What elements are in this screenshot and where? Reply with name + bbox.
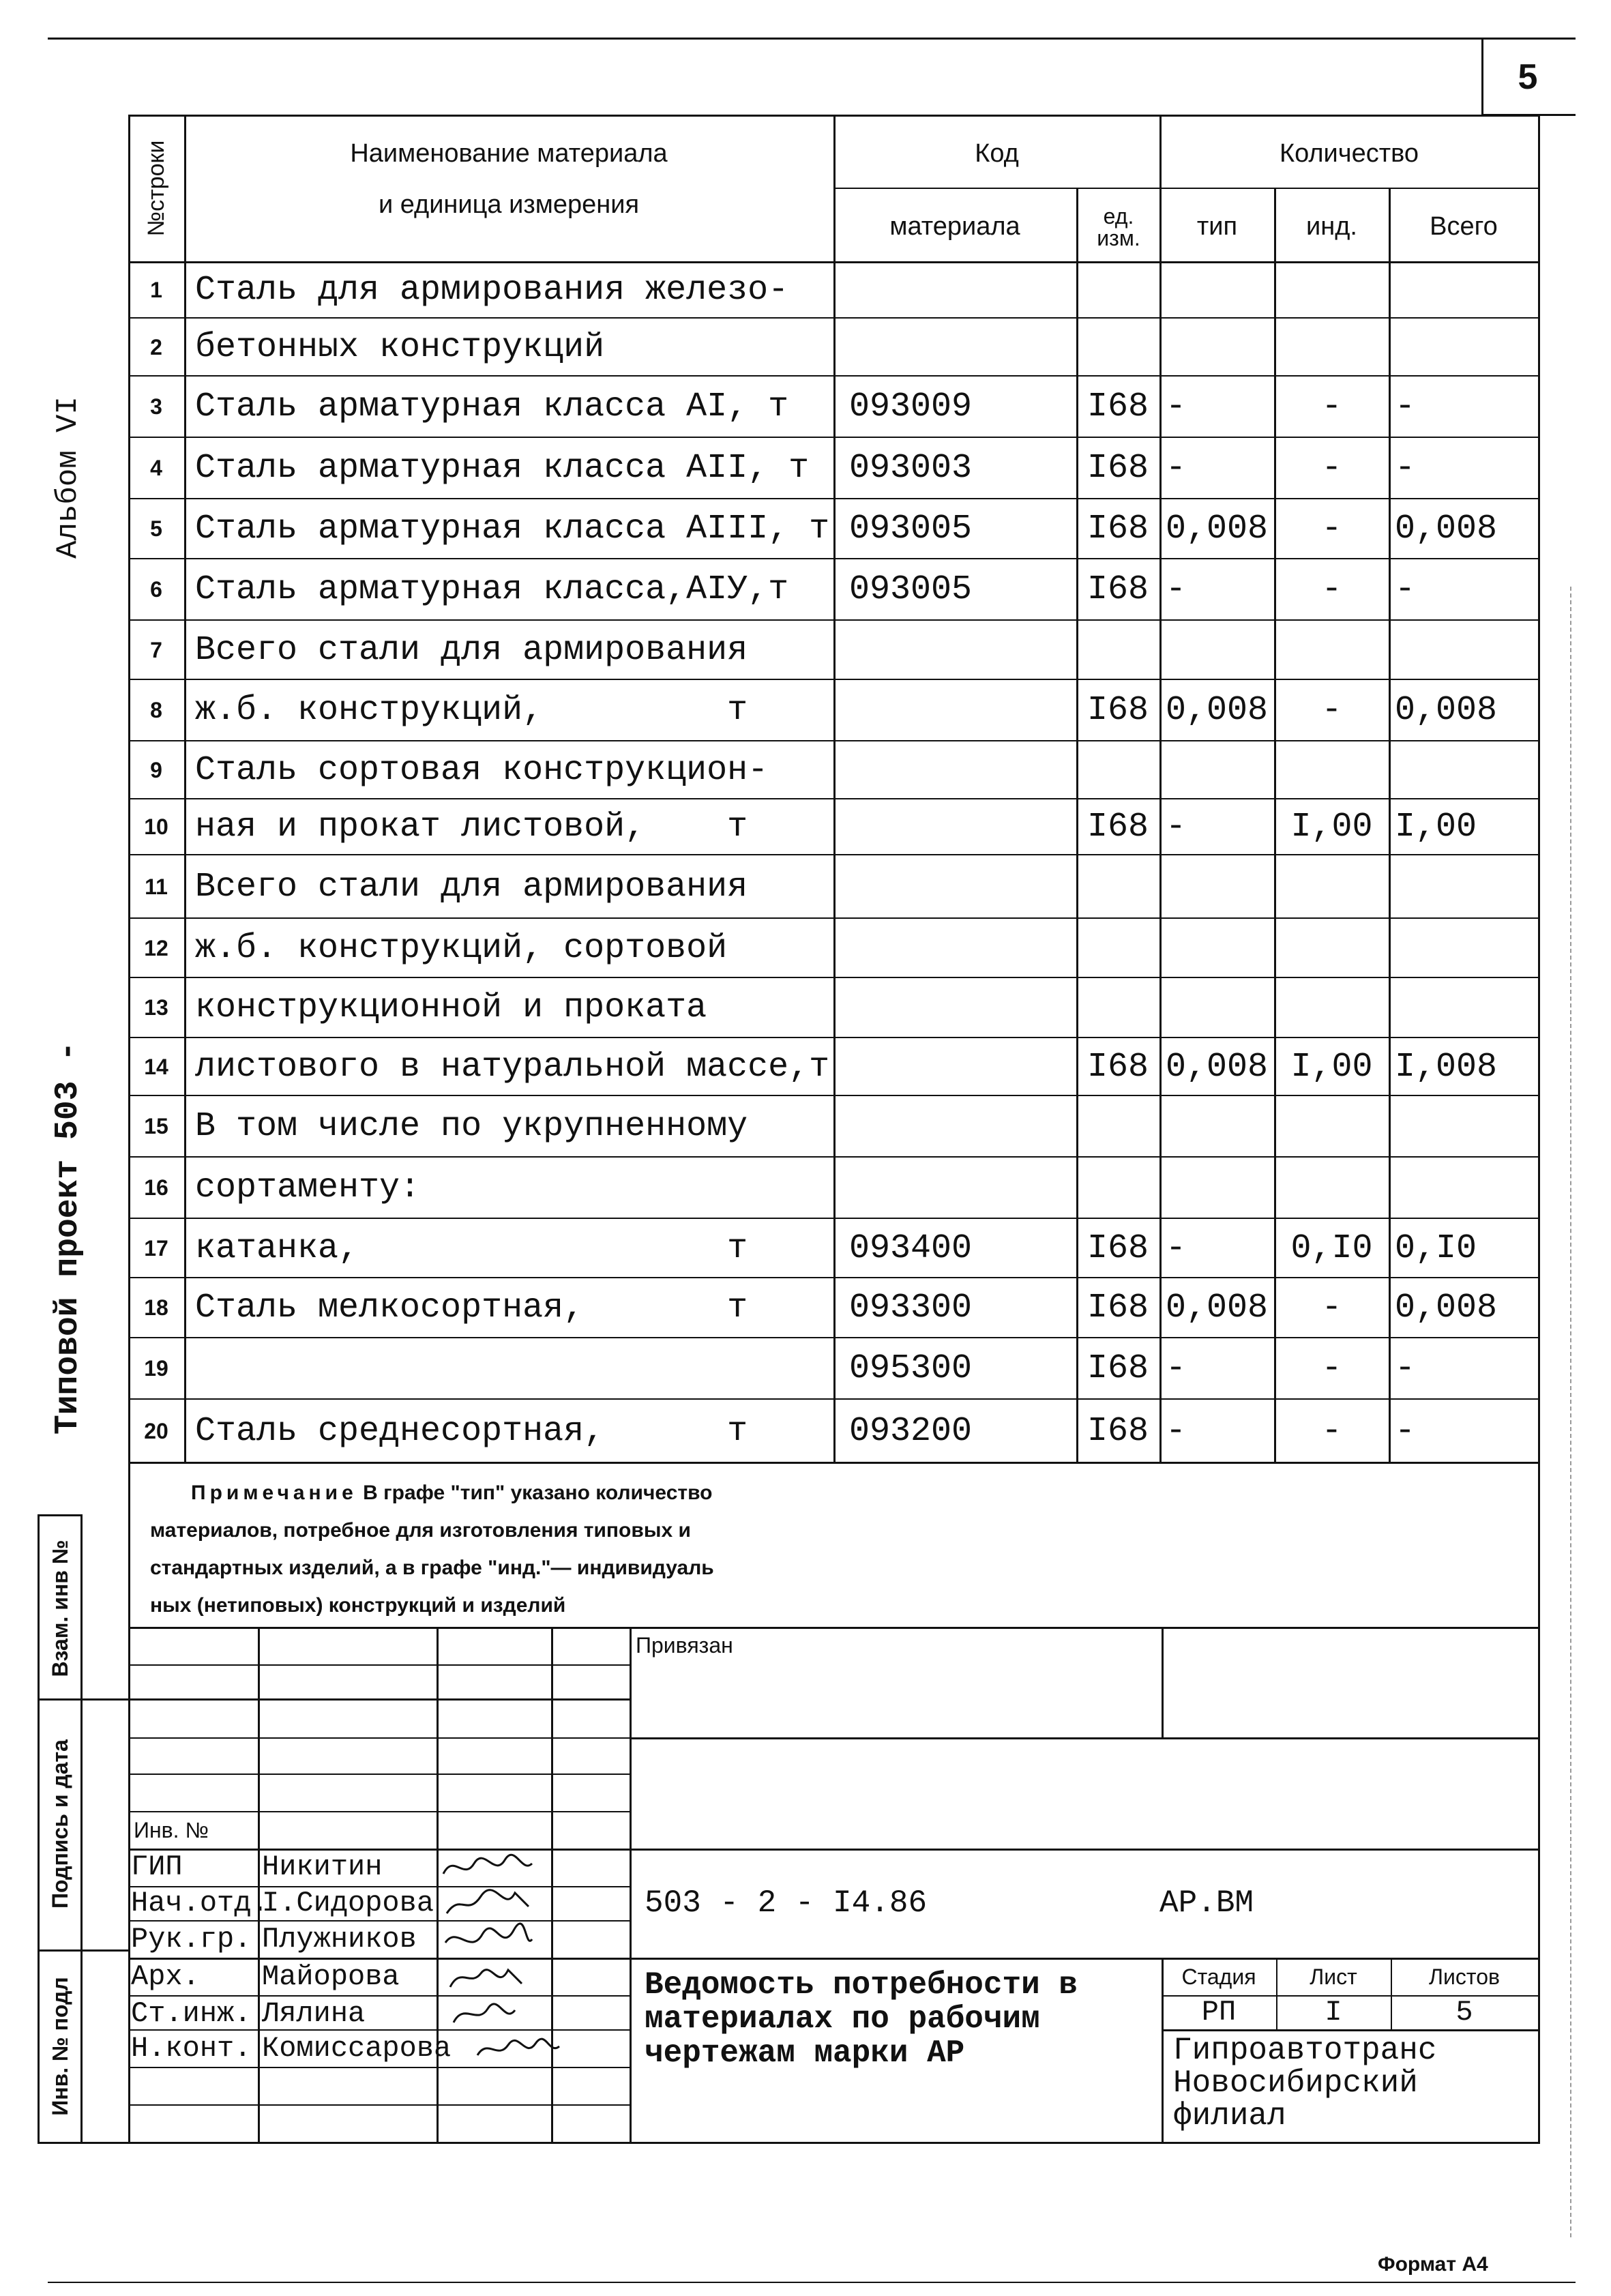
inv-no-label: Инв. №: [134, 1817, 209, 1842]
tb-line-privyazan-top: [128, 1627, 1540, 1629]
header-name-line2: и единица измерения: [378, 190, 640, 219]
row-1-name: Сталь для армирования железо-: [195, 271, 789, 310]
row-13-vsego: [1391, 979, 1541, 1037]
row-5-unit: I68: [1087, 510, 1149, 548]
row-11-tip: [1162, 856, 1277, 917]
row-14-code: [849, 1039, 1074, 1095]
row-5-tip: 0,008: [1166, 510, 1269, 548]
row-15-code: [849, 1097, 1074, 1156]
row-8-tip: 0,008: [1166, 691, 1269, 730]
row-13-n: 13: [144, 995, 168, 1020]
row-4-code: 093003: [849, 449, 973, 488]
row-18-vsego: 0,008: [1395, 1289, 1498, 1327]
strip-div-2: [38, 1949, 130, 1952]
tb-col-list: [1276, 1958, 1277, 2029]
row-3-code: 093009: [849, 387, 973, 426]
tb-left-row12: [128, 2067, 630, 2068]
row-6-code: 093005: [849, 570, 973, 609]
row-9-vsego: [1391, 742, 1541, 798]
row-13-name: конструкционной и проката: [195, 988, 707, 1027]
row-2-name: бетонных конструкций: [195, 327, 605, 367]
row-19-n: 19: [144, 1356, 168, 1381]
row-divider: [128, 977, 1540, 978]
row-11-ind: [1276, 856, 1387, 917]
header-kod-material: материала: [889, 212, 1020, 241]
doc-mark: АР.ВМ: [1159, 1885, 1254, 1921]
row-2-tip: [1162, 319, 1277, 375]
staff-name: Никитин: [262, 1851, 383, 1883]
row-12-tip: [1162, 919, 1277, 977]
top-rule: [48, 38, 1576, 40]
row-7-tip: [1162, 621, 1277, 679]
tb-col-1: [258, 1627, 260, 2142]
signature-komissarova: [471, 2031, 566, 2065]
row-1-vsego: [1391, 263, 1541, 317]
tb-col-privyazan: [1162, 1627, 1164, 1737]
staff-role: Ст.инж.: [131, 1997, 252, 2030]
row-4-ind: -: [1321, 449, 1342, 488]
doc-code: 503 - 2 - I4.86: [645, 1885, 928, 1921]
note-line2: материалов, потребное для изготовления типовых и: [150, 1519, 691, 1542]
project-label: Типовой проект 503 -: [50, 1041, 87, 1435]
row-15-unit: [1078, 1097, 1158, 1156]
row-divider: [128, 619, 1540, 621]
row-2-unit: [1078, 319, 1158, 375]
row-divider: [128, 740, 1540, 741]
listov-value: 5: [1455, 1996, 1473, 2029]
title-line2: материалах по рабочим: [645, 2001, 1040, 2037]
row-20-code: 093200: [849, 1411, 973, 1451]
row-divider: [128, 798, 1540, 799]
staff-name: Лялина: [262, 1997, 366, 2030]
signature-sidorova: [440, 1886, 535, 1920]
row-15-ind: [1276, 1097, 1387, 1156]
signature-mayorova: [440, 1960, 535, 1994]
row-18-ind: -: [1321, 1289, 1342, 1327]
row-9-tip: [1162, 742, 1277, 798]
row-divider: [128, 437, 1540, 438]
row-1-ind: [1276, 263, 1387, 317]
row-divider: [128, 917, 1540, 919]
row-14-n: 14: [144, 1054, 168, 1079]
row-4-unit: I68: [1087, 449, 1149, 488]
row-6-tip: -: [1166, 570, 1187, 609]
row-divider: [128, 1398, 1540, 1400]
row-divider: [128, 317, 1540, 319]
org-line3: филиал: [1173, 2098, 1286, 2134]
row-6-n: 6: [150, 577, 162, 602]
title-line1: Ведомость потребности в: [645, 1967, 1078, 2003]
row-11-name: Всего стали для армирования: [195, 867, 748, 907]
staff-name: Майорова: [262, 1960, 400, 1993]
row-17-code: 093400: [849, 1228, 973, 1268]
row-4-vsego: -: [1395, 449, 1416, 488]
row-14-name: листового в натуральной массе,т: [195, 1047, 830, 1087]
row-10-name: ная и прокат листовой, т: [195, 808, 748, 847]
row-15-name: В том числе по укрупненному: [195, 1107, 748, 1146]
privyazan-label: Привязан: [636, 1633, 733, 1658]
row-18-name: Сталь мелкосортная, т: [195, 1289, 748, 1327]
row-2-vsego: [1391, 319, 1541, 375]
row-divider: [128, 1037, 1540, 1038]
row-4-name: Сталь арматурная класса AII, т: [195, 449, 810, 488]
row-8-name: ж.б. конструкций, т: [195, 691, 748, 730]
row-2-n: 2: [150, 334, 162, 359]
row-16-n: 16: [144, 1175, 168, 1200]
row-19-vsego: -: [1395, 1349, 1416, 1388]
row-3-ind: -: [1321, 387, 1342, 426]
tb-left-row8: [128, 1920, 630, 1922]
stadiya-value: РП: [1201, 1996, 1237, 2029]
tb-privyazan-bottom: [630, 1737, 1540, 1739]
row-3-n: 3: [150, 394, 162, 419]
row-12-ind: [1276, 919, 1387, 977]
row-13-tip: [1162, 979, 1277, 1037]
row-16-name: сортаменту:: [195, 1168, 421, 1207]
row-8-n: 8: [150, 698, 162, 722]
row-16-unit: [1078, 1158, 1158, 1218]
title-line3: чертежам марки АР: [645, 2035, 965, 2071]
row-5-ind: -: [1321, 510, 1342, 548]
header-tip: тип: [1196, 212, 1238, 241]
tb-left-row2: [128, 1698, 630, 1701]
staff-role: Арх.: [131, 1960, 200, 1993]
row-10-unit: I68: [1087, 808, 1149, 847]
note-line3: стандартных изделий, а в графе "инд."— индивидуаль: [150, 1557, 714, 1579]
row-17-unit: I68: [1087, 1228, 1149, 1268]
tb-col-4: [630, 1627, 632, 2142]
header-subline: [833, 188, 1538, 189]
row-5-code: 093005: [849, 510, 973, 548]
tb-left-row3: [128, 1737, 630, 1739]
row-12-code: [849, 919, 1074, 977]
signature-lyalina: [440, 1997, 535, 2031]
row-20-name: Сталь среднесортная, т: [195, 1411, 748, 1451]
staff-name: I.Сидорова: [262, 1887, 434, 1919]
row-5-vsego: 0,008: [1395, 510, 1498, 548]
row-8-vsego: 0,008: [1395, 691, 1498, 730]
list-label: Лист: [1310, 1964, 1357, 1989]
row-11-vsego: [1391, 856, 1541, 917]
vzam-label: Взам. инв №: [48, 1540, 72, 1677]
row-divider: [128, 1337, 1540, 1338]
row-14-tip: 0,008: [1166, 1047, 1269, 1087]
row-8-unit: I68: [1087, 691, 1149, 730]
row-7-ind: [1276, 621, 1387, 679]
bottom-rule: [48, 2282, 1576, 2283]
header-ind: инд.: [1306, 212, 1357, 241]
row-18-code: 093300: [849, 1289, 973, 1327]
row-10-vsego: I,00: [1395, 808, 1477, 847]
row-1-n: 1: [150, 278, 162, 302]
row-18-tip: 0,008: [1166, 1289, 1269, 1327]
podpis-label: Подпись и дата: [48, 1739, 72, 1909]
strip-bottom: [38, 2142, 130, 2144]
row-19-unit: I68: [1087, 1349, 1149, 1388]
staff-role: Рук.гр.: [131, 1923, 252, 1956]
row-9-n: 9: [150, 757, 162, 782]
row-9-code: [849, 742, 1074, 798]
note-line4: ных (нетиповых) конструкций и изделий: [150, 1594, 566, 1617]
row-10-ind: I,00: [1290, 808, 1373, 847]
row-17-ind: 0,I0: [1290, 1228, 1373, 1268]
row-7-n: 7: [150, 637, 162, 662]
row-3-name: Сталь арматурная класса AI, т: [195, 387, 789, 426]
album-label: Альбом VI: [51, 396, 85, 559]
row-16-vsego: [1391, 1158, 1541, 1218]
row-8-ind: -: [1321, 691, 1342, 730]
row-6-vsego: -: [1395, 570, 1416, 609]
tb-stage-line2: [1162, 2029, 1538, 2031]
row-10-n: 10: [144, 814, 168, 839]
staff-role: Нач.отд.: [131, 1887, 269, 1919]
row-2-ind: [1276, 319, 1387, 375]
row-20-ind: -: [1321, 1411, 1342, 1451]
signature-pluzhnikov: [440, 1922, 535, 1956]
row-3-tip: -: [1166, 387, 1187, 426]
staff-name: Комиссарова: [262, 2032, 452, 2065]
row-divider: [128, 1277, 1540, 1278]
row-17-n: 17: [144, 1235, 168, 1261]
strip-right: [80, 1514, 83, 2144]
row-19-ind: -: [1321, 1349, 1342, 1388]
strip-left: [38, 1514, 40, 2144]
frame-bottom: [128, 2142, 1540, 2144]
staff-name: Плужников: [262, 1923, 417, 1956]
row-10-code: [849, 800, 1074, 854]
row-20-tip: -: [1166, 1411, 1187, 1451]
row-15-n: 15: [144, 1114, 168, 1138]
note-line1-text: В графе "тип" указано количество: [357, 1482, 713, 1504]
row-divider: [128, 498, 1540, 499]
listov-label: Листов: [1429, 1964, 1500, 1989]
row-11-n: 11: [145, 874, 168, 899]
staff-role: Н.конт.: [131, 2032, 252, 2065]
row-3-unit: I68: [1087, 387, 1149, 426]
row-19-name: [195, 1339, 832, 1398]
row-16-code: [849, 1158, 1074, 1218]
row-3-vsego: -: [1395, 387, 1416, 426]
row-6-name: Сталь арматурная класса,AIУ,т: [195, 570, 789, 609]
row-14-ind: I,00: [1290, 1047, 1373, 1087]
row-10-tip: -: [1166, 808, 1187, 847]
row-9-ind: [1276, 742, 1387, 798]
stadiya-label: Стадия: [1181, 1964, 1256, 1989]
header-kod-ed: ед. изм.: [1097, 203, 1140, 250]
row-13-code: [849, 979, 1074, 1037]
row-divider: [128, 679, 1540, 680]
row-20-unit: I68: [1087, 1411, 1149, 1451]
note-line1: [191, 1477, 712, 1510]
org-line1: Гипроавтотранс: [1173, 2033, 1437, 2068]
row-14-vsego: I,008: [1395, 1047, 1498, 1087]
row-divider: [128, 1156, 1540, 1158]
row-12-vsego: [1391, 919, 1541, 977]
row-1-tip: [1162, 263, 1277, 317]
row-divider: [128, 558, 1540, 559]
signature-nikitin: [440, 1850, 535, 1884]
row-12-n: 12: [144, 935, 168, 960]
inv-podl-label: Инв. № подл: [48, 1977, 72, 2116]
header-kod: Код: [975, 138, 1019, 168]
row-7-code: [849, 621, 1074, 679]
row-6-ind: -: [1321, 570, 1342, 609]
header-kolichestvo: Количество: [1279, 138, 1419, 168]
header-name-line1: Наименование материала: [350, 138, 668, 168]
row-1-code: [849, 263, 1074, 317]
row-5-n: 5: [150, 516, 162, 541]
header-nstroki: №строки: [143, 140, 169, 237]
row-17-name: катанка, т: [195, 1228, 748, 1268]
row-divider: [128, 375, 1540, 377]
row-18-n: 18: [144, 1295, 168, 1320]
row-divider: [128, 854, 1540, 855]
row-7-name: Всего стали для армирования: [195, 630, 748, 670]
tb-col-listov: [1391, 1958, 1392, 2029]
row-20-vsego: -: [1395, 1411, 1416, 1451]
row-7-vsego: [1391, 621, 1541, 679]
row-15-tip: [1162, 1097, 1277, 1156]
staff-role: ГИП: [131, 1851, 183, 1883]
row-12-name: ж.б. конструкций, сортовой: [195, 928, 728, 968]
table-bottom: [128, 1462, 1540, 1464]
row-19-tip: -: [1166, 1349, 1187, 1388]
row-11-unit: [1078, 856, 1158, 917]
row-4-tip: -: [1166, 449, 1187, 488]
row-13-ind: [1276, 979, 1387, 1037]
row-18-unit: I68: [1087, 1289, 1149, 1327]
row-divider: [128, 1095, 1540, 1096]
row-17-tip: -: [1166, 1228, 1187, 1268]
page-number: 5: [1518, 57, 1538, 97]
row-16-tip: [1162, 1158, 1277, 1218]
row-1-unit: [1078, 263, 1158, 317]
header-vsego: Всего: [1430, 212, 1498, 241]
row-2-code: [849, 319, 1074, 375]
row-7-unit: [1078, 621, 1158, 679]
row-divider: [128, 1218, 1540, 1219]
row-16-ind: [1276, 1158, 1387, 1218]
cut-line: [1570, 587, 1571, 2237]
tb-left-row13: [128, 2104, 630, 2106]
row-13-unit: [1078, 979, 1158, 1037]
row-14-unit: I68: [1087, 1047, 1149, 1087]
row-5-name: Сталь арматурная класса AIII, т: [195, 510, 830, 548]
row-6-unit: I68: [1087, 570, 1149, 609]
tb-left-row4: [128, 1773, 630, 1775]
row-8-code: [849, 681, 1074, 740]
row-4-n: 4: [150, 456, 162, 480]
row-9-name: Сталь сортовая конструкцион-: [195, 750, 769, 790]
row-17-vsego: 0,I0: [1395, 1228, 1477, 1268]
row-20-n: 20: [144, 1418, 168, 1443]
row-9-unit: [1078, 742, 1158, 798]
tb-left-row1: [128, 1664, 630, 1666]
row-12-unit: [1078, 919, 1158, 977]
org-line2: Новосибирский: [1173, 2065, 1418, 2101]
list-value: I: [1325, 1996, 1342, 2029]
row-15-vsego: [1391, 1097, 1541, 1156]
format-label: Формат А4: [1378, 2253, 1488, 2276]
row-19-code: 095300: [849, 1349, 973, 1388]
note-label: Примечание: [191, 1482, 357, 1504]
row-11-code: [849, 856, 1074, 917]
